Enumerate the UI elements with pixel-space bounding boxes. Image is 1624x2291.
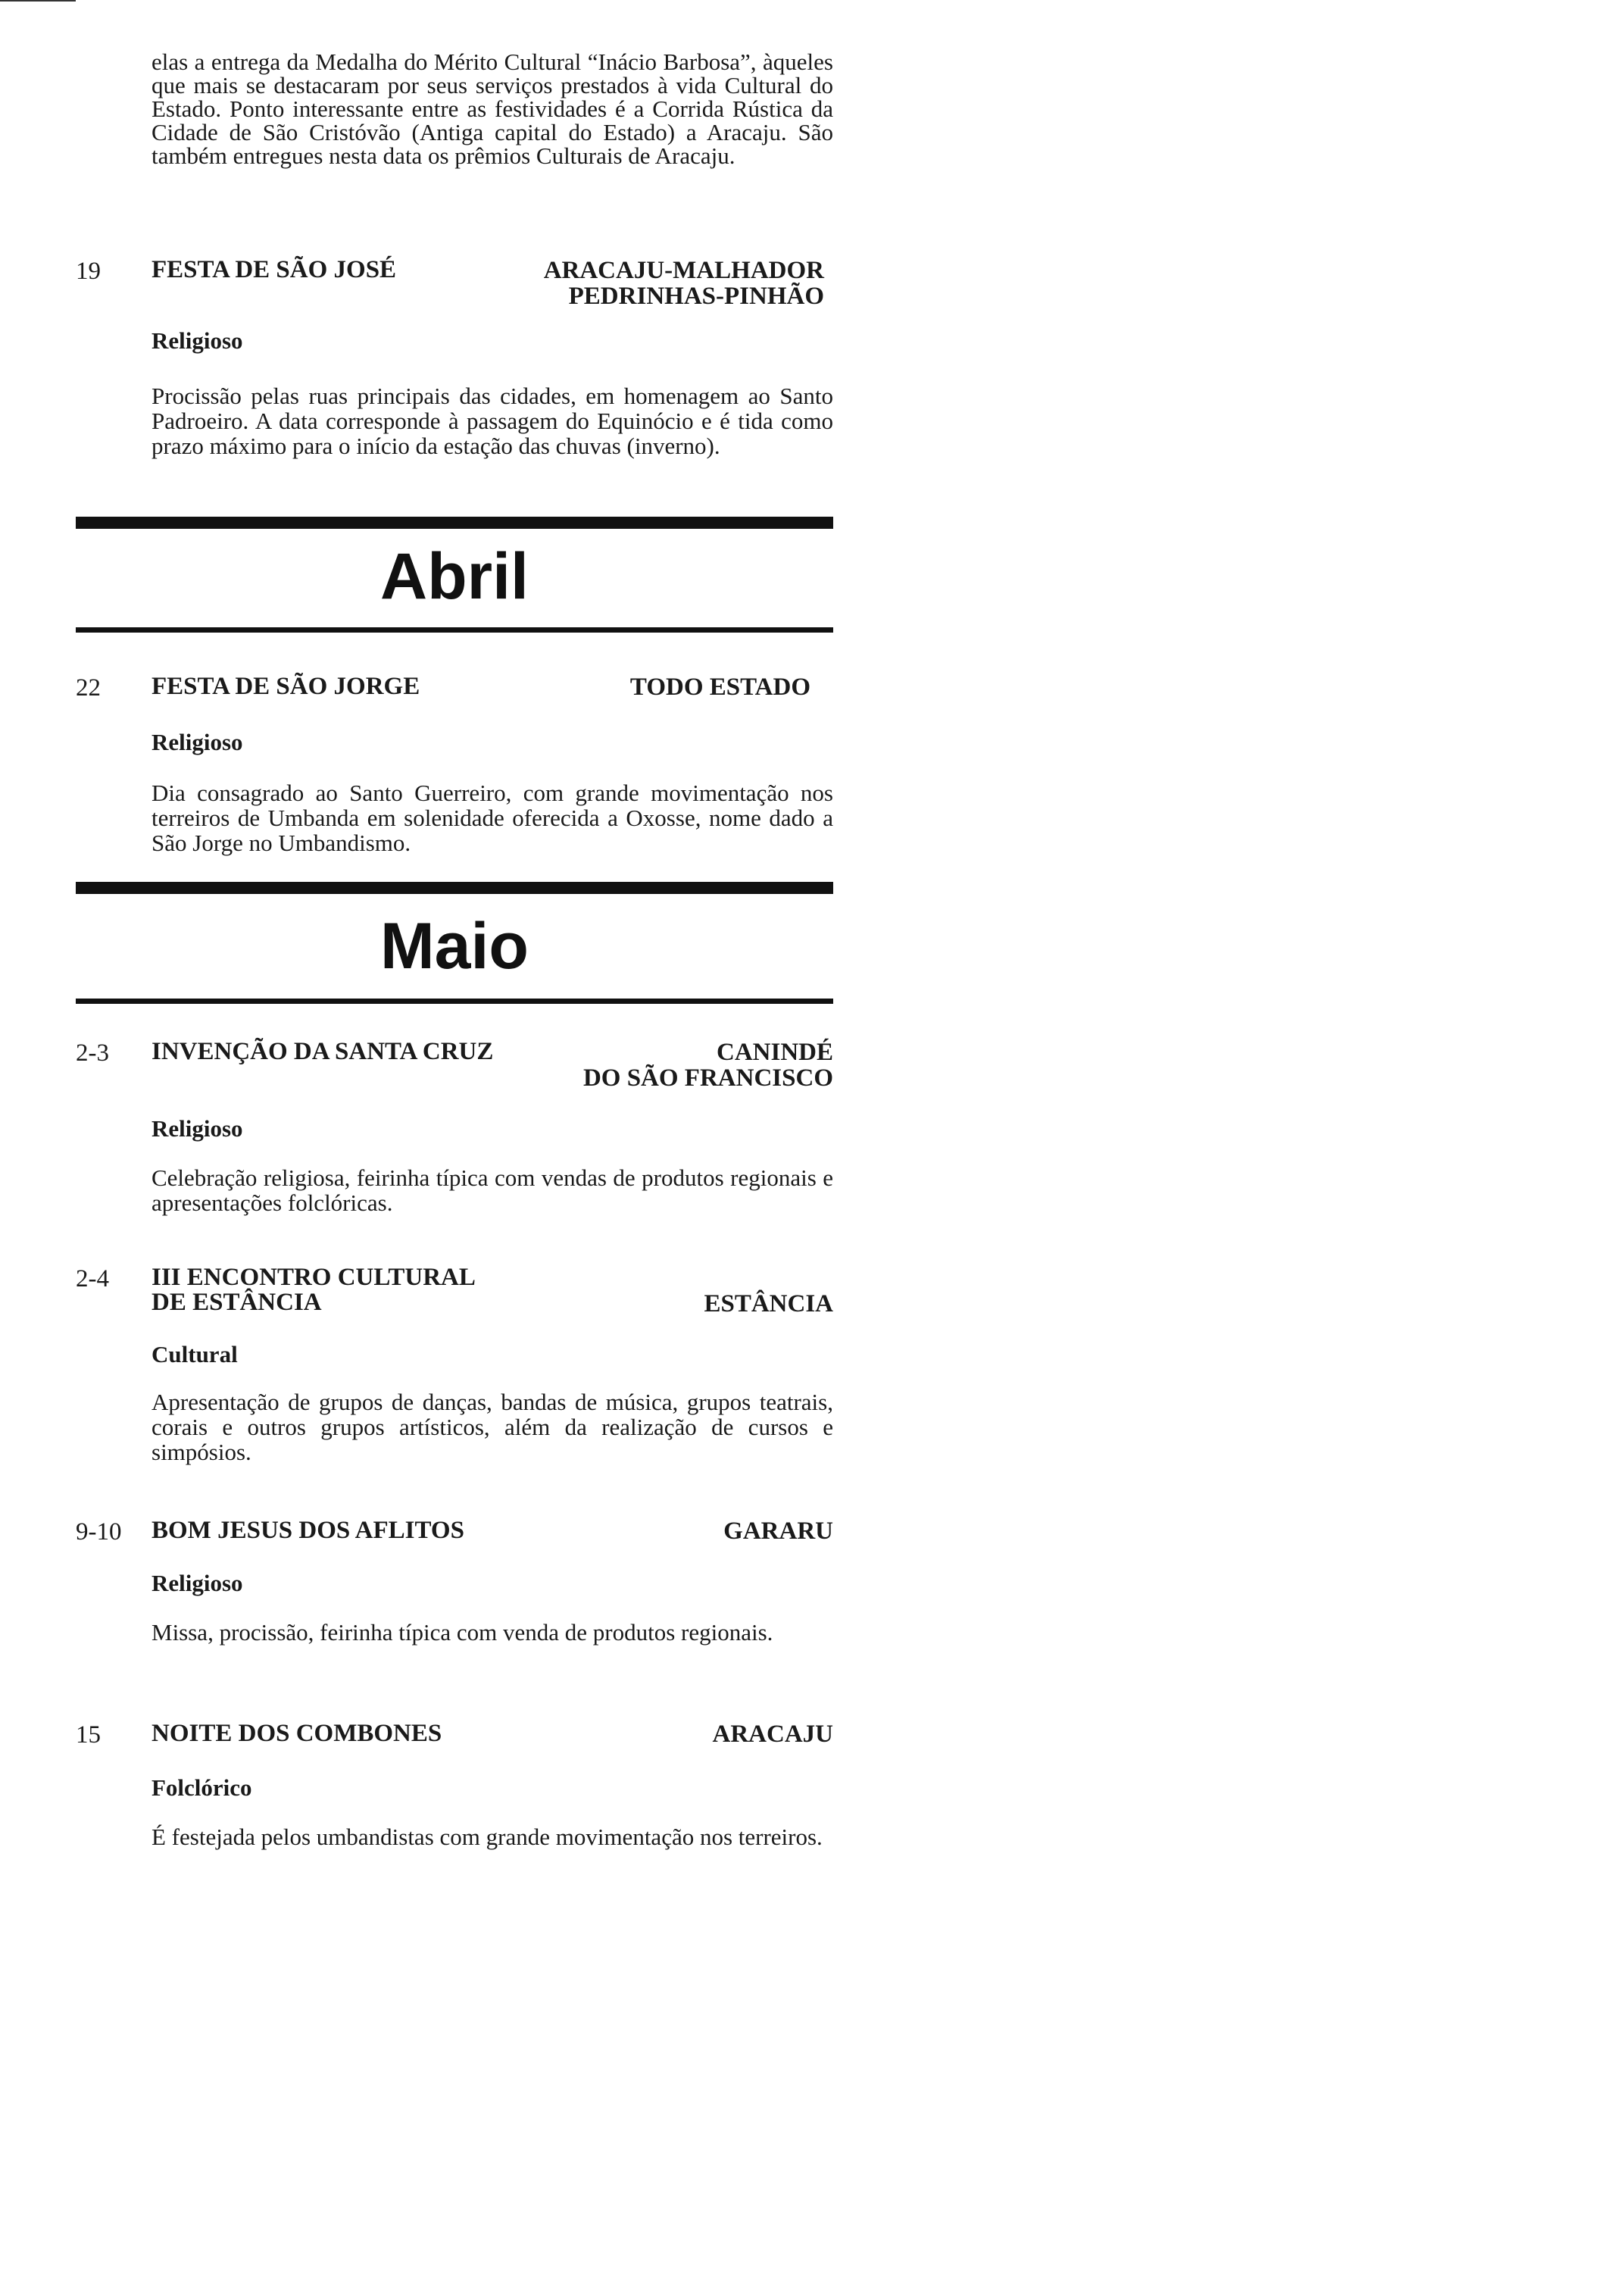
event-location-line: GARARU: [723, 1517, 833, 1545]
event-date: 15: [76, 1721, 101, 1749]
event-description: Dia consagrado ao Santo Guerreiro, com grande movimentação nos terreiros de Umbanda em solenidade oferecida a Oxosse, nome dado a São Jorge no Umbandismo.: [151, 780, 833, 856]
event-location-line: ARACAJU: [712, 1721, 833, 1748]
event-sao-jose: [76, 256, 833, 459]
event-title-line: III ENCONTRO CULTURAL: [151, 1264, 476, 1291]
event-location-line: ARACAJU-MALHADOR: [543, 257, 824, 284]
event-location: [583, 1039, 833, 1091]
event-category: Religioso: [151, 1115, 243, 1142]
event-description: Procissão pelas ruas principais das cidades, em homenagem ao Santo Padroeiro. A data corresponde à passagem do Equinócio e é tida como prazo máximo para o início da estação das chuvas (inverno).: [151, 383, 833, 459]
event-location-line: DO SÃO FRANCISCO: [582, 1064, 833, 1092]
event-description: É festejada pelos umbandistas com grande movimentação nos terreiros.: [151, 1824, 823, 1850]
month-rule-top: [76, 517, 833, 529]
event-title-line: FESTA DE SÃO JORGE: [151, 673, 420, 700]
event-date: 2-4: [76, 1265, 109, 1292]
event-encontro-cultural: [76, 1264, 833, 1465]
event-title-line: DE ESTÂNCIA: [151, 1289, 322, 1316]
event-location: [704, 1291, 833, 1317]
month-title-abril: Abril: [380, 540, 529, 613]
event-title-line: NOITE DOS COMBONES: [151, 1720, 442, 1747]
event-location: [630, 674, 810, 700]
month-rule-top: [76, 882, 833, 894]
event-title-line: BOM JESUS DOS AFLITOS: [151, 1517, 464, 1544]
event-date: 2-3: [76, 1039, 109, 1067]
event-title: [151, 1518, 464, 1543]
event-sao-jorge: [76, 673, 833, 856]
page-corner-mark: [0, 0, 76, 2]
event-category: Cultural: [151, 1341, 238, 1367]
month-rule-bottom: [76, 627, 833, 633]
event-location-line: TODO ESTADO: [629, 674, 810, 701]
event-title: [151, 258, 396, 283]
event-description: Missa, procissão, feirinha típica com venda de produtos regionais.: [151, 1619, 773, 1646]
event-category: Religioso: [151, 1570, 243, 1596]
event-title: [151, 1265, 476, 1315]
intro-paragraph: elas a entrega da Medalha do Mérito Cultural “Inácio Barbosa”, àqueles que mais se destacaram por seus serviços prestados à vida Cultural do Estado. Ponto interessante entre as festividades é a Corrida Rústica da Cidade de São Cristóvão (Antiga capital do Estado) a Aracaju. São também entregues nesta data os prêmios Culturais de Aracaju.: [151, 48, 833, 169]
event-location-line: CANINDÉ: [716, 1039, 833, 1066]
event-description: Celebração religiosa, feirinha típica com vendas de produtos regionais e apresentações folclóricas.: [151, 1164, 833, 1216]
event-title: [151, 1721, 442, 1746]
event-title-line: FESTA DE SÃO JOSÉ: [151, 256, 397, 283]
event-category: Folclórico: [151, 1774, 252, 1801]
event-category: Religioso: [151, 327, 243, 354]
event-location: [723, 1518, 833, 1544]
event-date: 19: [76, 258, 101, 285]
event-description: Apresentação de grupos de danças, bandas de música, grupos teatrais, corais e outros grupos artísticos, além da realização de cursos e simpósios.: [151, 1389, 833, 1465]
event-location-line: PEDRINHAS-PINHÃO: [568, 283, 824, 310]
event-bom-jesus: [76, 1517, 833, 1646]
month-rule-bottom: [76, 999, 833, 1004]
event-date: 9-10: [76, 1518, 122, 1546]
event-location-line: ESTÂNCIA: [704, 1290, 833, 1317]
event-location: [544, 258, 824, 309]
event-noite-combones: [76, 1720, 833, 1850]
event-title-line: INVENÇÃO DA SANTA CRUZ: [151, 1038, 494, 1065]
month-title-maio: Maio: [380, 910, 529, 983]
event-title: [151, 674, 420, 699]
event-title: [151, 1039, 493, 1064]
event-santa-cruz: [76, 1038, 833, 1216]
event-location: [713, 1721, 834, 1747]
event-date: 22: [76, 674, 101, 702]
event-category: Religioso: [151, 729, 243, 755]
